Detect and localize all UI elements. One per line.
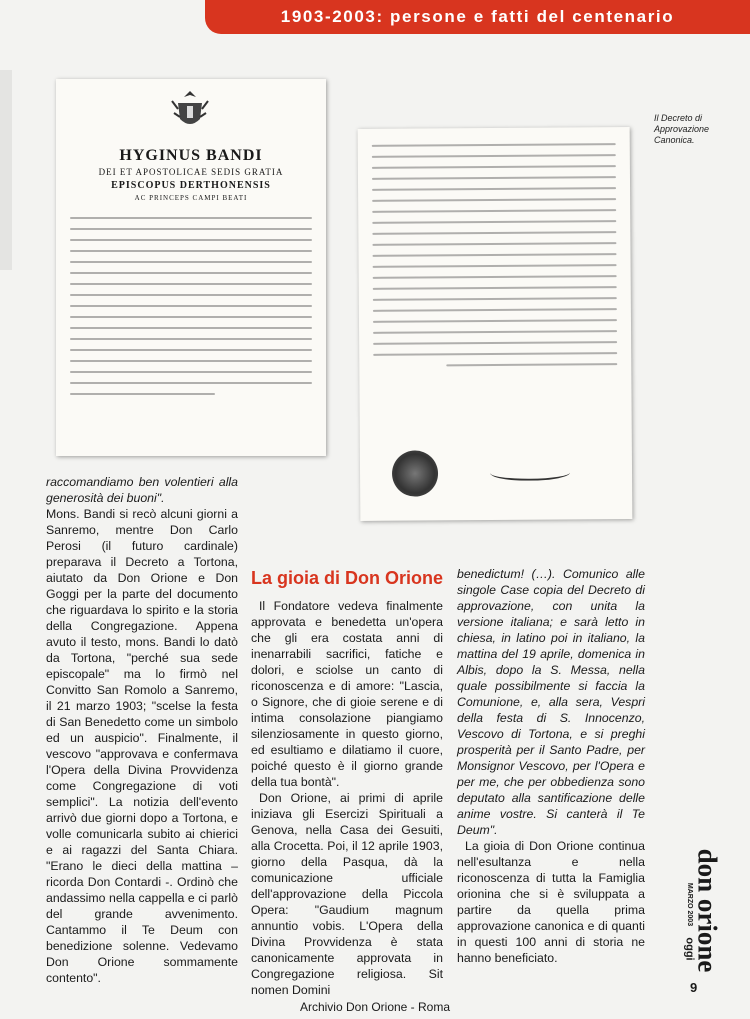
logo-name: don orione [692,848,723,973]
decree-document-image [56,79,326,456]
decree-subtitle-3: AC PRINCEPS CAMPI BEATI [134,194,248,202]
decree-manuscript-image [358,127,633,521]
paragraph: Mons. Bandi si recò alcuni giorni a Sanremo, mentre Don Carlo Perosi (il futuro cardinale) preparava il Decreto a Tortona, aiutato da Don Orione e Don Goggi per la parte del documento che riguardava lo spirito e la storia della Congregazione. Appena avuto il testo, mons. Bandi lo datò da Tortona, "perché sua sede episcopale" ma lo firmò nel Convitto San Romolo a Sanremo, il 21 marzo 1903; "scelse la festa di San Benedetto come un simbolo ed un auspicio". Finalmente, il vescovo "approvava e confermava l'Opera della Divina Provvidenza come Congregazione di voti semplici". La notizia dell'evento arrivò due giorni dopo a Tortona, e volle comunicarla subito ai chierici e ai ragazzi del Santa Chiara. "Erano le dieci della mattina – ricorda Don Contardi -. Ordinò che andassimo nella cappella e ci parlò del grande avvenimento. Cantammo il Te Deum con benedizione solenne. Vedevamo Don Orione sommamente contento". [46,507,238,985]
paragraph: benedictum! (…). Comunico alle singole Case copia del Decreto di approvazione, con unita la versione italiana; e sarà letto in chiesa, in latino poi in italiano, la mattina del 19 aprile, domenica in Albis, dopo la S. Messa, nella quale possibilmente si faccia la Comunione, e, alla sera, Vespri della festa di S. Innocenzo, Vescovo di Tortona, e si preghi prosperità per il Santo Padre, per Monsignor Vescovo, per l'Opera e per me, che per obbedienza sono deputato alla santificazione delle anime vostre. Si canterà il Te Deum". [457,567,645,837]
issue-date: MARZO 2003 [686,882,694,927]
page-edge-strip [0,70,12,270]
magazine-logo [683,848,723,973]
decree-subtitle-2: EPISCOPUS DERTHONENSIS [111,180,271,191]
paragraph: Il Fondatore vedeva finalmente approvata e benedetta un'opera che gli era costata anni di inenarrabili sacrifici, fatiche e dolori, e sciolse un canto di riconoscenza e di amore: "Lascia, o Signore, che di gioie serene e di intima consolazione piangiamo silenziosamente in questo giorno, ed esultiamo e dilatiamo il cuore, poiché questo è il giorno grande della tua bontà". [251,599,443,789]
image-caption: Il Decreto di Approvazione Canonica. [654,113,710,145]
signature [490,464,570,481]
decree-subtitle-1: DEI ET APOSTOLICAE SEDIS GRATIA [98,167,284,177]
paragraph: Don Orione, ai primi di aprile iniziava gli Esercizi Spirituali a Genova, nella Casa dei Gesuiti, alla Crocetta. Poi, il 12 aprile 1903, giorno della Pasqua, dà la comunicazione ufficiale dell'approvazione della Piccola Opera: "Gaudium magnum annuntio vobis. L'Opera della Divina Provvidenza è stata canonicamente approvata in Congregazione religiosa. Sit nomen Domini [251,791,443,997]
article-column-1 [46,474,238,986]
archive-footer: Archivio Don Orione - Roma [299,1000,451,1014]
paragraph: raccomandiamo ben volentieri alla generosità dei buoni". [46,475,238,505]
logo-suffix: oggi [683,937,696,961]
handwritten-text [372,135,618,376]
episcopal-seal-icon [392,450,438,496]
page-number: 9 [690,980,698,995]
article-column-2 [251,598,443,998]
decree-title: HYGINUS BANDI [119,147,263,164]
header-banner: 1903-2003: persone e fatti del centenario [205,0,750,34]
paragraph: La gioia di Don Orione continua nell'esultanza e nella riconoscenza di tutta la Famiglia orionina che si è sviluppata a partire da quella prima approvazione canonica e di quanti in questi 100 anni di storia ne hanno beneficiato. [457,839,645,965]
article-column-3 [457,566,645,966]
episcopal-crest-icon [168,89,212,133]
section-heading: La gioia di Don Orione [251,568,444,588]
handwritten-text [70,209,312,404]
